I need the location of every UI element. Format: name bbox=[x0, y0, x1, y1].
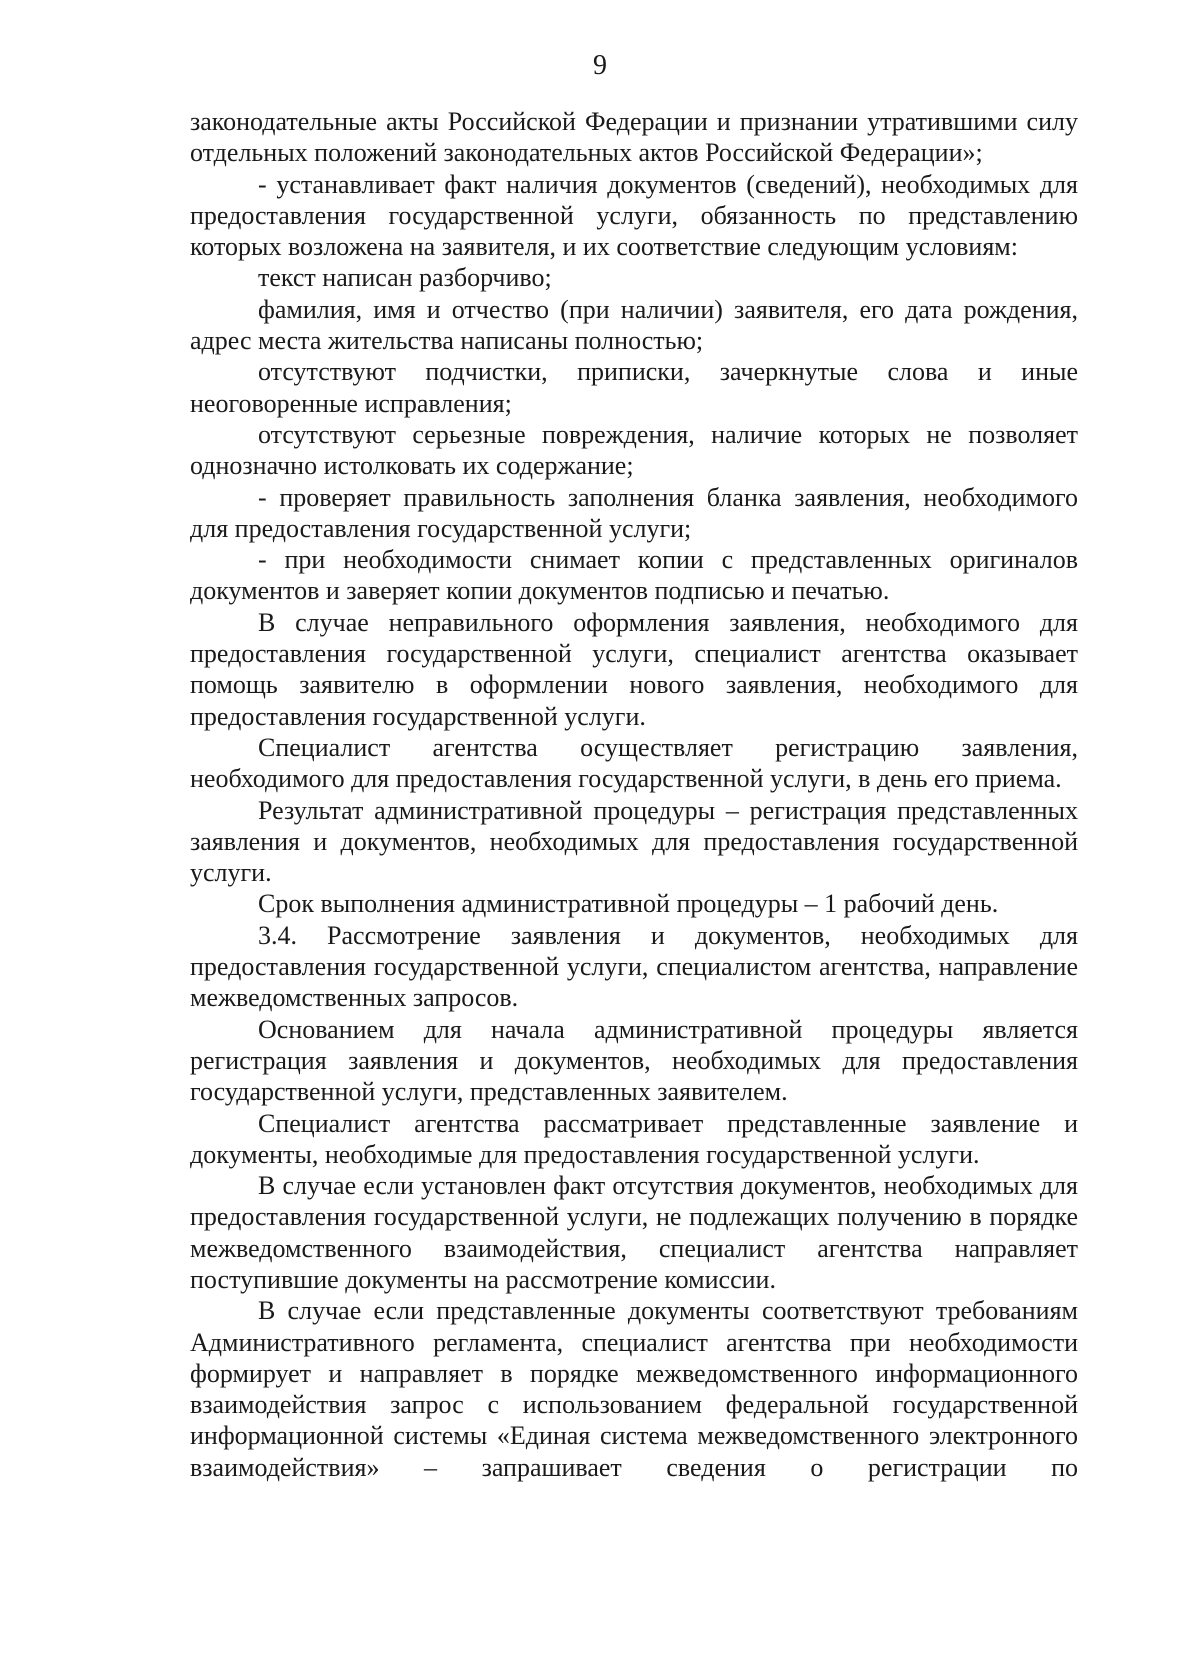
paragraph-condition-no-corrections: отсутствуют подчистки, приписки, зачеркнутые слова и иные неоговоренные исправления; bbox=[190, 357, 1078, 418]
paragraph-procedure-term: Срок выполнения административной процедуры – 1 рабочий день. bbox=[258, 889, 999, 919]
paragraph-copies: - при необходимости снимает копии с представленных оригиналов документов и заверяет копии документов подписью и печатью. bbox=[190, 545, 1078, 606]
paragraph-document-check: - устанавливает факт наличия документов (сведений), необходимых для предоставления государственной услуги, обязанность по представлению которых возложена на заявителя, и их соответствие следующим условиям: bbox=[190, 169, 1078, 262]
document-body bbox=[190, 106, 1078, 1483]
paragraph-continuation: законодательные акты Российской Федерации и признании утратившими силу отдельных положений законодательных актов Российской Федерации»; bbox=[190, 107, 1078, 168]
section-heading-3-4: 3.4. Рассмотрение заявления и документов, необходимых для предоставления государственной услуги, специалистом агентства, направление межведомственных запросов. bbox=[190, 920, 1078, 1013]
paragraph-check-form: - проверяет правильность заполнения бланка заявления, необходимого для предоставления государственной услуги; bbox=[190, 482, 1078, 543]
paragraph-procedure-basis: Основанием для начала административной процедуры является регистрация заявления и документов, необходимых для предоставления государственной услуги, представленных заявителем. bbox=[190, 1014, 1078, 1107]
page-number: 9 bbox=[593, 50, 607, 81]
paragraph-interagency-request: В случае если представленные документы соответствуют требованиям Административного регламента, специалист агентства при необходимости формирует и направляет в порядке межведомственного информационного взаимодействия запрос с использованием федеральной государственной информационной системы «Единая система межведомственного электронного взаимодействия» – запрашивает сведения о регистрации по bbox=[190, 1296, 1078, 1482]
paragraph-condition-no-damage: отсутствуют серьезные повреждения, наличие которых не позволяет однозначно истолковать их содержание; bbox=[190, 419, 1078, 481]
paragraph-procedure-result: Результат административной процедуры – регистрация представленных заявления и документов, необходимых для предоставления государственной услуги. bbox=[190, 795, 1078, 888]
paragraph-condition-legible: текст написан разборчиво; bbox=[258, 263, 552, 293]
paragraph-incorrect-application: В случае неправильного оформления заявления, необходимого для предоставления государственной услуги, специалист агентства оказывает помощь заявителю в оформлении нового заявления, необходимого для предоставления государственной услуги. bbox=[190, 607, 1078, 731]
paragraph-review: Специалист агентства рассматривает представленные заявление и документы, необходимые для предоставления государственной услуги. bbox=[190, 1108, 1078, 1169]
paragraph-registration: Специалист агентства осуществляет регистрацию заявления, необходимого для предоставления государственной услуги, в день его приема. bbox=[190, 732, 1078, 794]
paragraph-missing-documents: В случае если установлен факт отсутствия документов, необходимых для предоставления государственной услуги, не подлежащих получению в порядке межведомственного взаимодействия, специалист агентства направляет поступившие документы на рассмотрение комиссии. bbox=[190, 1171, 1078, 1294]
paragraph-condition-full-name: фамилия, имя и отчество (при наличии) заявителя, его дата рождения, адрес места жительства написаны полностью; bbox=[190, 294, 1078, 356]
